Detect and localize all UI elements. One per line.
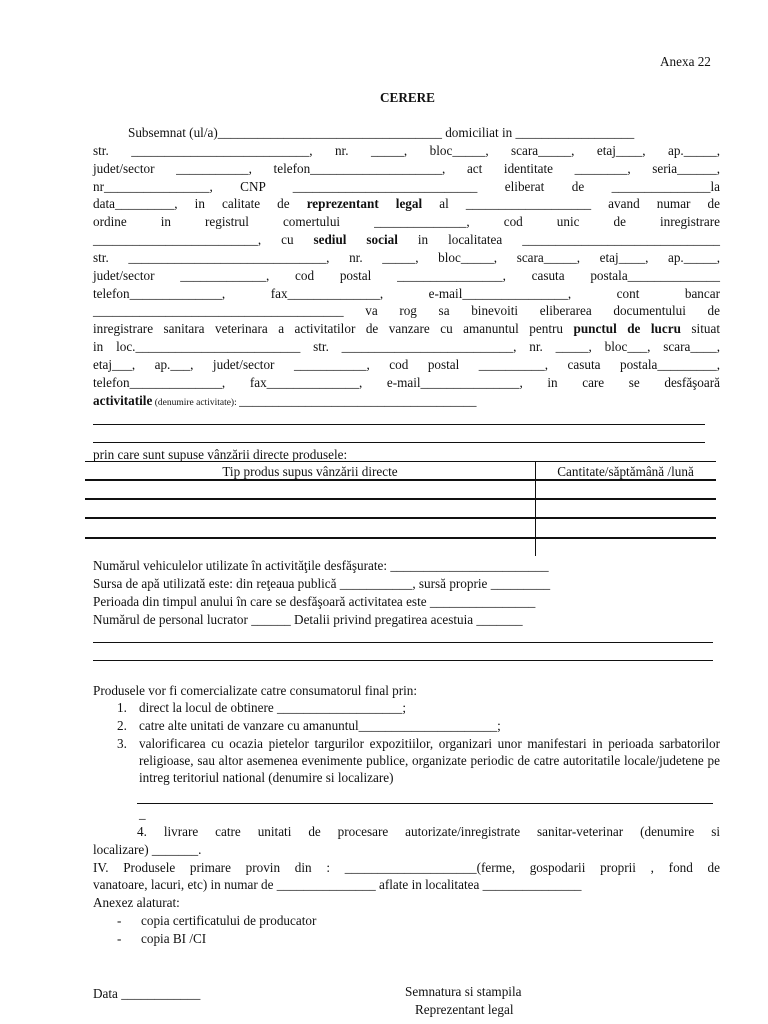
bullet-dash: - xyxy=(117,931,122,946)
table-column-divider xyxy=(535,461,536,556)
form-line-16: activitatile (denumire activitate): ____________________________________ xyxy=(93,393,477,408)
form-line-7: _________________________, cu sediul social in localitatea ______________________________ xyxy=(93,232,721,247)
sales-channels-intro: Produsele vor fi comercializate catre consumatorul final prin: xyxy=(93,683,418,698)
blank-line xyxy=(137,803,713,804)
table-row-line xyxy=(85,498,716,500)
representative-label: Reprezentant legal xyxy=(415,1002,514,1017)
table-row-line xyxy=(85,479,716,481)
table-top-border xyxy=(85,461,716,462)
list-item-retail: catre alte unitati de vanzare cu amanuntul_____________________; xyxy=(139,718,501,733)
list-number: 1. xyxy=(117,700,127,715)
date-field: Data ____________ xyxy=(93,986,201,1001)
dash-mark: _ xyxy=(139,806,146,821)
annex-item-certificate: copia certificatului de producator xyxy=(141,913,317,928)
form-line-15: telefon______________, fax______________, e-mail_______________, in care se desfăşoară xyxy=(93,375,720,390)
signature-label: Semnatura si stampila xyxy=(405,984,522,999)
table-row-line xyxy=(85,517,716,519)
list-item-processing: 4. livrare catre unitati de procesare autorizate/inregistrate sanitar-veterinar (denumire si xyxy=(137,824,720,839)
form-line-3: judet/sector ___________, telefon____________________, act identitate ________, seria______, xyxy=(93,161,720,176)
water-source-line: Sursa de apă utilizată este: din reţeaua publică ___________, sursă proprie _________ xyxy=(93,576,551,591)
blank-line xyxy=(93,642,713,643)
blank-line xyxy=(93,442,705,443)
list-item-processing-cont: localizare) _______. xyxy=(93,842,202,857)
table-row-line xyxy=(85,537,716,539)
list-number: 2. xyxy=(117,718,127,733)
form-line-8: str. ______________________________, nr. _____, bloc_____, scara_____, etaj____, ap._____, xyxy=(93,250,720,265)
table-header-product: Tip produs supus vânzării directe xyxy=(222,464,398,479)
form-line-5: data_________, in calitate de reprezentant legal al ___________________ avand numar de xyxy=(93,196,720,211)
period-line: Perioada din timpul anului în care se desfăşoară activitatea este ________________ xyxy=(93,594,536,609)
form-line-1: Subsemnat (ul/a)__________________________________ domiciliat in __________________ xyxy=(128,125,635,140)
blank-line xyxy=(93,424,705,425)
page-title: CERERE xyxy=(380,90,435,105)
blank-line xyxy=(93,660,713,661)
vehicles-line: Numărul vehiculelor utilizate în activităţile desfăşurate: ________________________ xyxy=(93,558,549,573)
form-line-6: ordine in registrul comertului ______________, cod unic de inregistrare xyxy=(93,214,720,229)
list-number: 3. xyxy=(117,736,127,751)
form-line-2: str. ___________________________, nr. _____, bloc_____, scara_____, etaj____, ap._____, xyxy=(93,143,720,158)
annex-number: Anexa 22 xyxy=(660,54,711,69)
bullet-dash: - xyxy=(117,913,122,928)
primary-products-line-1: IV. Produsele primare provin din : ____________________(ferme, gospodarii proprii , fond de xyxy=(93,860,720,875)
table-header-quantity: Cantitate/săptămână /lună xyxy=(557,464,694,479)
form-line-11: ______________________________________ va rog sa binevoiti eliberarea documentului de xyxy=(93,303,720,318)
annex-item-id: copia BI /CI xyxy=(141,931,207,946)
form-line-9: judet/sector _____________, cod postal ________________, casuta postala______________ xyxy=(93,268,720,283)
form-line-14: etaj___, ap.___, judet/sector ___________, cod postal __________, casuta postala_________, xyxy=(93,357,720,372)
form-line-4: nr________________, CNP ____________________________ eliberat de _______________la xyxy=(93,179,720,194)
list-item-markets: valorificarea cu ocazia pietelor targurilor expozitiilor, organizari unor manifestari in perioada sarbatorilor religioase, sau altor asemenea evenimente publice, organizate periodic de catre autoritatile locale/judetene pe intreg teritoriul national (denumire si localizare) xyxy=(139,736,720,785)
products-intro: prin care sunt supuse vânzării directe produsele: xyxy=(93,447,348,462)
annex-title: Anexez alaturat: xyxy=(93,895,180,910)
primary-products-line-2: vanatoare, lacuri, etc) in numar de _______________ aflate in localitatea _______________ xyxy=(93,877,582,892)
list-item-direct: direct la locul de obtinere ___________________; xyxy=(139,700,406,715)
form-line-12: inregistrare sanitara veterinara a activitatilor de vanzare cu amanuntul pentru punctul de lucru situat xyxy=(93,321,720,336)
form-line-10: telefon______________, fax______________, e-mail________________, cont bancar xyxy=(93,286,720,301)
form-line-13: in loc._________________________ str. __________________________, nr. _____, bloc___, scara____, xyxy=(93,339,720,354)
personnel-line: Numărul de personal lucrator ______ Detalii privind pregatirea acestuia _______ xyxy=(93,612,523,627)
